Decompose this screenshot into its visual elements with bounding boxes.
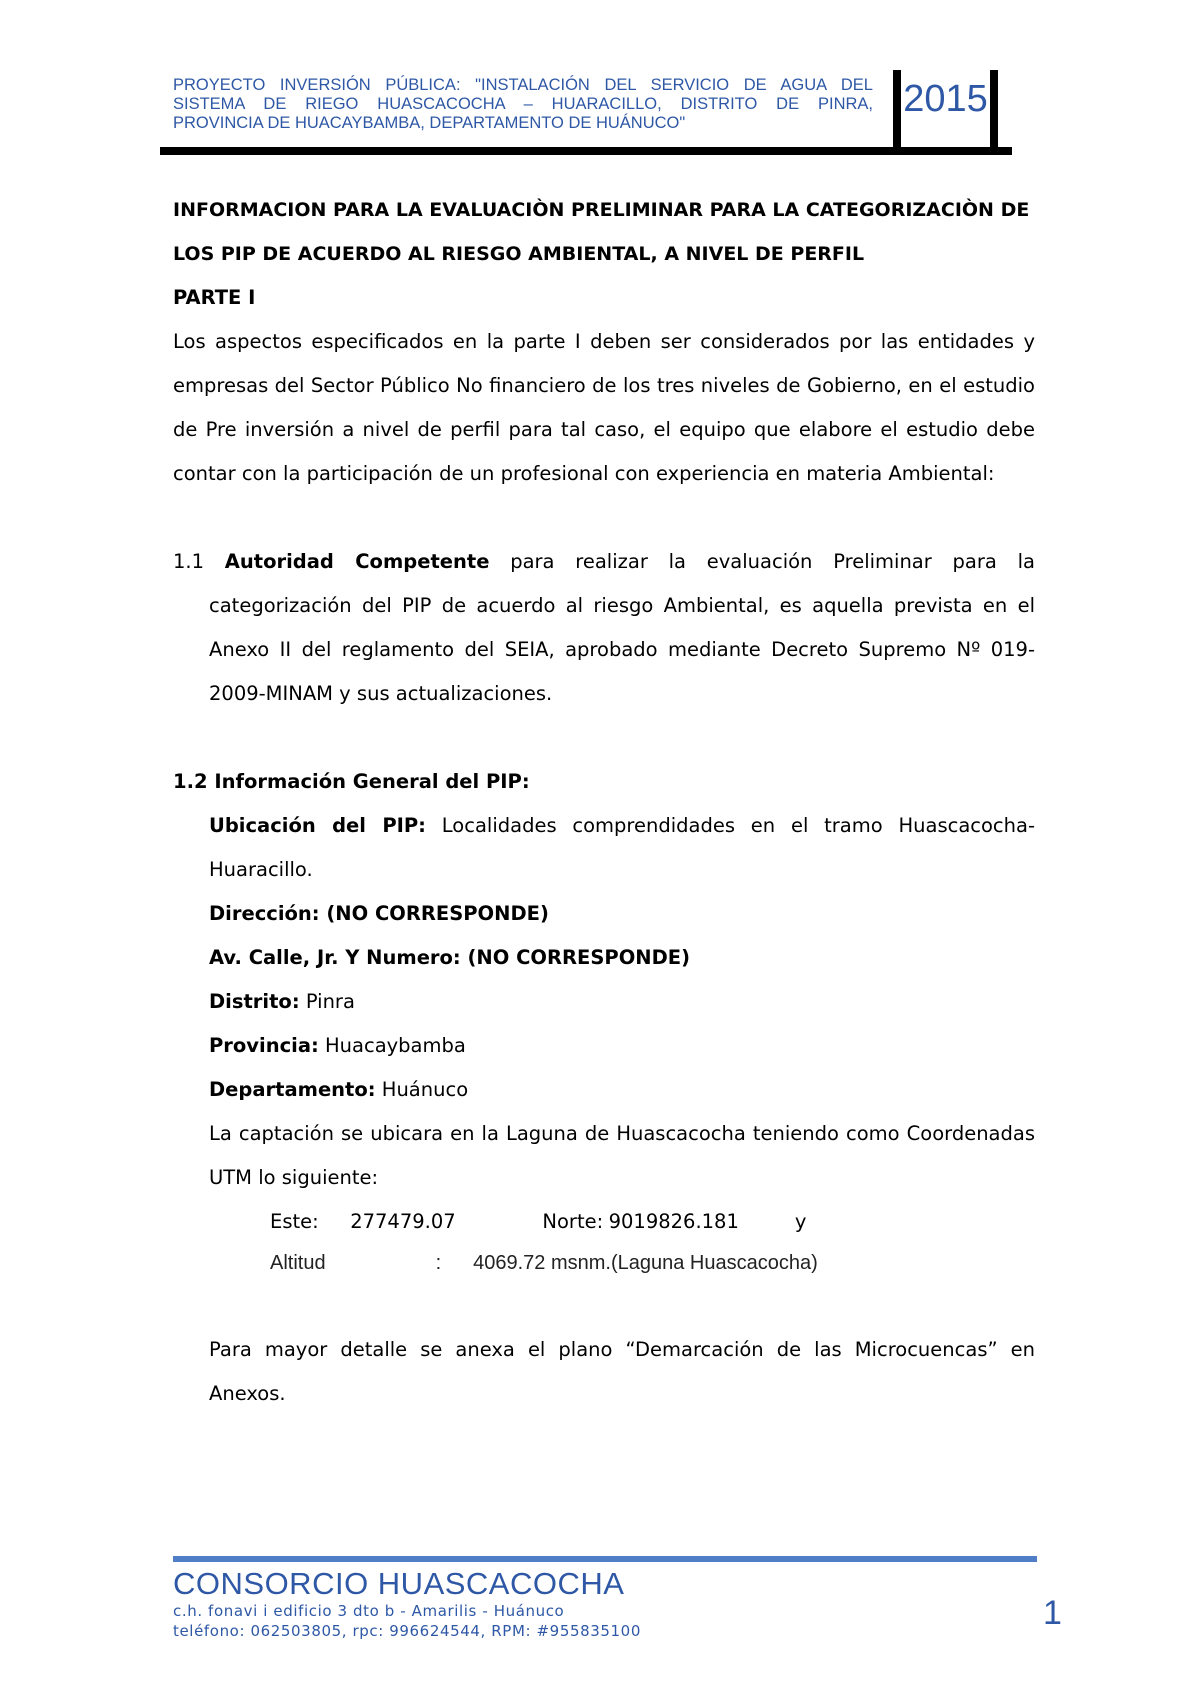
captacion-paragraph: La captación se ubicara en la Laguna de Huascacocha teniendo como Coordenadas UTM lo siguiente: [209, 1122, 1035, 1189]
section-1-1 [173, 540, 1035, 716]
document-header [173, 76, 873, 133]
spacer [173, 1282, 1035, 1328]
provincia-value: Huacaybamba [325, 1034, 466, 1057]
section-1-1-text: para realizar la evaluación Preliminar para la categorización del PIP de acuerdo al riesgo Ambiental, es aquella prevista en el Anexo II del reglamento del SEIA, aprobado mediante Decreto Supremo Nº 019-2009-MINAM y sus actualizaciones. [209, 550, 1035, 705]
altitud-label: Altitud [270, 1252, 326, 1274]
departamento-value: Huánuco [381, 1078, 469, 1101]
footer-company-name: CONSORCIO HUASCACOCHA [173, 1566, 625, 1601]
footer-phones: teléfono: 062503805, rpc: 996624544, RPM: #955835100 [173, 1622, 641, 1640]
norte-value: 9019826.181 [608, 1210, 739, 1233]
departamento-label: Departamento: [209, 1078, 376, 1101]
provincia-label: Provincia: [209, 1034, 319, 1057]
ubicacion-field [209, 804, 1035, 892]
ubicacion-label: Ubicación del PIP: [209, 814, 426, 837]
footer-address: c.h. fonavi i edificio 3 dto b - Amarilis - Huánuco [173, 1602, 565, 1620]
document-title-line-1: INFORMACION PARA LA EVALUACIÒN PRELIMINAR PARA LA CATEGORIZACIÒN DE [173, 199, 1030, 221]
direccion-field: Dirección: (NO CORRESPONDE) [209, 902, 549, 925]
header-divider [160, 147, 1012, 155]
year-box [893, 70, 998, 150]
altitud-separator: : [435, 1252, 442, 1274]
distrito-value: Pinra [305, 990, 355, 1013]
departamento-field [209, 1068, 1035, 1112]
este-value: 277479.07 [350, 1210, 456, 1233]
page-number: 1 [1043, 1594, 1062, 1632]
header-project-line-1: PROYECTO INVERSIÓN PÚBLICA: "INSTALACIÓN DEL SERVICIO DE AGUA DEL [173, 76, 873, 94]
spacer [173, 716, 1035, 760]
header-project-line-3: PROVINCIA DE HUACAYBAMBA, DEPARTAMENTO DE HUÁNUCO" [173, 114, 686, 132]
section-1-2-heading: 1.2 Información General del PIP: [173, 770, 530, 793]
part-heading: PARTE I [173, 286, 256, 309]
document-title-line-2: LOS PIP DE ACUERDO AL RIESGO AMBIENTAL, A NIVEL DE PERFIL [173, 243, 865, 265]
intro-paragraph: Los aspectos especificados en la parte I deben ser considerados por las entidades y empresas del Sector Público No financiero de los tres niveles de Gobierno, en el estudio de Pre inversión a nivel de perfil para tal caso, el equipo que elabore el estudio debe contar con la participación de un profesional con experiencia en materia Ambiental: [173, 330, 1035, 485]
provincia-field [209, 1024, 1035, 1068]
distrito-field [209, 980, 1035, 1024]
utm-coordinates [270, 1200, 1035, 1244]
altitud-field [270, 1244, 1035, 1282]
y-conjunction: y [794, 1210, 807, 1233]
footer-divider [173, 1556, 1037, 1562]
distrito-label: Distrito: [209, 990, 300, 1013]
norte-label: Norte: [542, 1210, 604, 1233]
este-label: Este: [270, 1210, 319, 1233]
header-year: 2015 [903, 78, 988, 120]
detalle-paragraph: Para mayor detalle se anexa el plano “Demarcación de las Microcuencas” en Anexos. [209, 1338, 1035, 1405]
avenida-field: Av. Calle, Jr. Y Numero: (NO CORRESPONDE) [209, 946, 691, 969]
document-body [173, 188, 1035, 1416]
section-1-1-title: Autoridad Competente [224, 550, 490, 573]
ubicacion-value: Localidades comprendidades en el tramo Huascacocha-Huaracillo. [209, 814, 1035, 881]
altitud-value: 4069.72 msnm.(Laguna Huascacocha) [473, 1252, 818, 1274]
spacer [173, 496, 1035, 540]
section-1-1-number: 1.1 [173, 550, 205, 573]
header-project-line-2: SISTEMA DE RIEGO HUASCACOCHA – HUARACILLO, DISTRITO DE PINRA, [173, 95, 873, 113]
